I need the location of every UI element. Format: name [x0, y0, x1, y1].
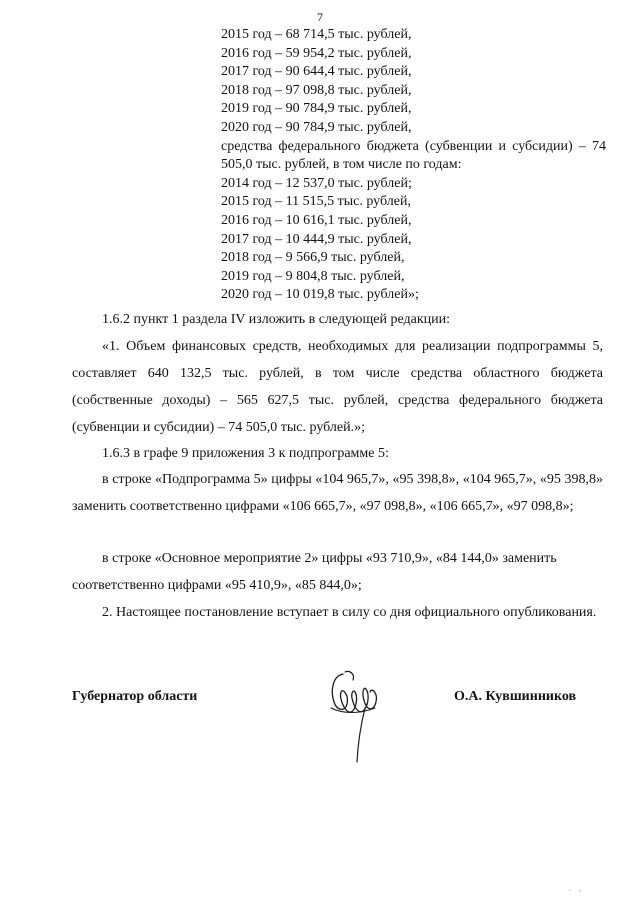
- signatory-name: О.А. Кувшинников: [454, 689, 577, 704]
- list-item: 2018 год – 97 098,8 тыс. рублей,: [221, 82, 412, 98]
- list-item: 2020 год – 90 784,9 тыс. рублей,: [221, 119, 412, 135]
- list-item: 2017 год – 90 644,4 тыс. рублей,: [221, 64, 412, 80]
- scan-marks: . ,: [569, 884, 584, 893]
- clause-1-6-3-row-subprogram: в строке «Подпрограмма 5» цифры «104 965,7», «95 398,8», «104 965,7», «95 398,8» заменить соответственно цифрами «106 665,7», «97 098,8», «106 665,7», «97 098,8»;: [72, 472, 603, 514]
- list-item: 2014 год – 12 537,0 тыс. рублей;: [221, 175, 412, 191]
- list-item: 2020 год – 10 019,8 тыс. рублей»;: [221, 287, 419, 303]
- clause-1-6-2-heading: 1.6.2 пункт 1 раздела IV изложить в следующей редакции:: [102, 312, 451, 327]
- signatory-title: Губернатор области: [72, 689, 198, 704]
- funding-by-year-list: [221, 26, 606, 305]
- list-item: 2019 год – 90 784,9 тыс. рублей,: [221, 101, 412, 117]
- list-item: 2015 год – 68 714,5 тыс. рублей,: [221, 27, 412, 42]
- federal-budget-intro: средства федерального бюджета (субвенции и субсидии) – 74 505,0 тыс. рублей, в том числе по годам:: [221, 138, 606, 173]
- list-item: 2015 год – 11 515,5 тыс. рублей,: [221, 194, 411, 210]
- clause-1-6-2-text: «1. Объем финансовых средств, необходимых для реализации подпрограммы 5, составляет 640 132,5 тыс. рублей, в том числе средства областного бюджета (собственные доходы) – 565 627,5 тыс. рублей, средства федерального бюджета (субвенции и субсидии) – 74 505,0 тыс. рублей.»;: [72, 339, 603, 435]
- list-item: 2016 год – 59 954,2 тыс. рублей,: [221, 45, 412, 61]
- handwritten-signature: [325, 662, 381, 767]
- clause-1-6-3-row-activity-line1: в строке «Основное мероприятие 2» цифры «93 710,9», «84 144,0» заменить: [102, 551, 557, 566]
- list-item: 2018 год – 9 566,9 тыс. рублей,: [221, 250, 405, 266]
- clause-2-text: 2. Настоящее постановление вступает в силу со дня официального опубликования.: [102, 605, 597, 620]
- list-item: 2019 год – 9 804,8 тыс. рублей,: [221, 268, 405, 284]
- page-number: 7: [317, 10, 323, 24]
- clause-1-6-3-heading: 1.6.3 в графе 9 приложения 3 к подпрограмме 5:: [102, 446, 389, 461]
- list-item: 2016 год – 10 616,1 тыс. рублей,: [221, 212, 412, 228]
- clause-1-6-3-row-activity-line2: соответственно цифрами «95 410,9», «85 844,0»;: [72, 578, 362, 593]
- list-item: 2017 год – 10 444,9 тыс. рублей,: [221, 231, 412, 247]
